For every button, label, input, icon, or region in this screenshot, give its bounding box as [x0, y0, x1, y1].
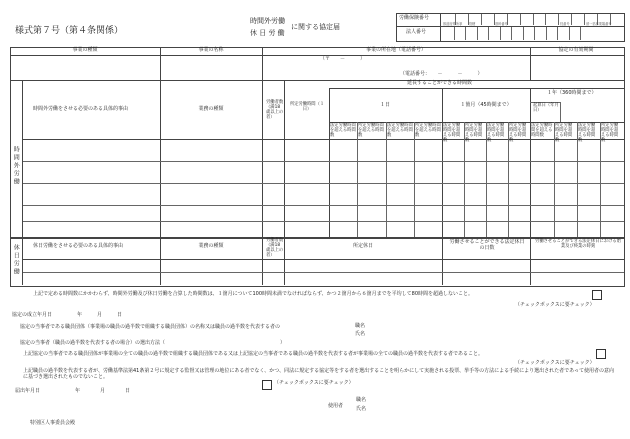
col-validity: 協定の有効期間	[558, 47, 594, 53]
corp-cell-divider	[488, 27, 489, 40]
statement-representative: 上記職員の過半数を代表する者が、労働基準法第41条第２号に規定する監督又は管理の地位にある者でなく、かつ、同法に規定する協定等をする者を選出することを明らかにして実施される投票、挙手等の方法による手続により選出された者であって使用者の意向に基づき選出されたものでないこと。	[23, 368, 615, 380]
col-holiday-possible: 労働させることができる法定休日の日数	[449, 239, 525, 251]
phone-field[interactable]: （電話番号： － － ）	[400, 71, 483, 77]
employer-role-label: 職名	[356, 397, 367, 403]
insurance-sub-label: 所掌	[456, 22, 463, 26]
sub-scheduled-hours: 所定労働時間を超える時間数	[358, 123, 384, 138]
form-number: 様式第７号（第４条関係）	[15, 26, 124, 36]
agreement-date[interactable]: 協定の成立年月日 年 月 日	[12, 312, 123, 318]
col-work-type: 業務の種類	[198, 106, 224, 112]
col-holiday-work-type: 業務の種類	[198, 243, 224, 249]
employer-label: 使用者	[328, 403, 344, 409]
sub-legal-hours: 法定労働時間を超える時間数	[531, 123, 553, 138]
col-start-date: 起算日（年月日）	[533, 103, 559, 113]
corp-label: 法人番号	[406, 29, 427, 35]
corp-cell-divider	[534, 27, 535, 40]
validity-input[interactable]	[531, 56, 623, 79]
col-holiday-reason: 休日労働をさせる必要のある具体的事由	[33, 243, 124, 249]
sub-legal-hours: 法定労働時間を超える時間数	[578, 123, 596, 143]
insurance-number-field[interactable]	[442, 14, 623, 25]
corp-cell-divider	[580, 27, 581, 40]
sub-scheduled-hours: 所定労働時間を超える時間数	[465, 123, 483, 143]
col-statutory-holiday: 所定休日	[352, 243, 374, 249]
authority-name: 特別区人事委員会殿	[30, 420, 76, 426]
insurance-sub-label: 都道府県	[443, 22, 456, 26]
col-business-name: 事業の名称	[198, 47, 224, 53]
statement-check-note: （チェックボックスに要チェック）	[515, 360, 595, 366]
col-worker-count: 労働者数（満18歳以上の者）	[266, 100, 284, 120]
corp-cell-divider	[500, 27, 501, 40]
insurance-cell-divider	[520, 14, 521, 25]
corp-cell-divider	[557, 27, 558, 40]
statement-representative-note: （チェックボックスに要チェック）	[274, 380, 354, 386]
statement-representative-checkbox[interactable]	[262, 380, 272, 390]
title-line-1: 時間外労働	[250, 17, 285, 25]
sub-legal-hours: 法定労働時間を超える時間数	[387, 123, 413, 138]
employer-name-label: 氏名	[356, 406, 367, 412]
party-union-text: 協定の当事者である職員団体（事業場の職員の過半数で組織する職員団体）の名称又は職員の過半数を代表する者の	[20, 324, 281, 330]
insurance-cell-divider	[533, 14, 534, 25]
corp-cell-divider	[569, 27, 570, 40]
insurance-cell-divider	[481, 14, 482, 25]
corp-cell-divider	[454, 27, 455, 40]
pledge-text: 上記で定める時間数にかかわらず、時間外労働及び休日労働を合算した時間数は、１箇月について100時間未満でなければならず、かつ２箇月から６箇月までを平均して80時間を超過しないこと。	[33, 291, 474, 297]
holiday-side-label: 休日労働	[12, 244, 20, 276]
corp-cell-divider	[465, 27, 466, 40]
overtime-side-label: 時間外労働	[12, 146, 20, 186]
sub-legal-hours: 法定労働時間を超える時間数	[330, 123, 356, 138]
submission-date[interactable]: 届出年月日 年 月 日	[15, 388, 131, 394]
insurance-sub-label: 被一括事業場番号	[586, 22, 612, 26]
insurance-sub-label: 管轄	[469, 22, 476, 26]
insurance-sub-label: 枝番号	[560, 22, 570, 26]
col-per-year: １年（360時間まで）	[547, 90, 597, 96]
corp-cell-divider	[511, 27, 512, 40]
col-per-month: １箇月（45時間まで）	[460, 102, 512, 108]
corp-cell-divider	[523, 27, 524, 40]
col-location: 事業の所在地（電話番号）	[365, 47, 427, 53]
insurance-sub-label: 基幹番号	[495, 22, 508, 26]
extend-header: 延長することができる時間数	[407, 80, 473, 86]
sub-scheduled-hours: 所定労働時間を超える時間数	[509, 123, 527, 143]
sub-legal-hours: 法定労働時間を超える時間数	[487, 123, 505, 143]
business-name-input[interactable]	[161, 56, 261, 79]
sub-scheduled-hours: 所定労働時間を超える時間数	[415, 123, 441, 138]
corp-cell-divider	[546, 27, 547, 40]
postal-field[interactable]: （〒 － ）	[320, 56, 366, 62]
insurance-cell-divider	[545, 14, 546, 25]
insurance-label: 労働保険番号	[399, 15, 430, 21]
title-suffix: に関する協定届	[291, 23, 340, 31]
title-line-2: 休 日 労 働	[250, 29, 285, 37]
sub-scheduled-hours: 所定労働時間を超える時間数	[601, 123, 619, 143]
statement-union: 上記協定の当事者である職員団体が事業場の全ての職員の過半数で組織する職員団体である又は上記協定の当事者である職員の過半数を代表する者が事業場の全ての職員の過半数を代表する者であること。	[23, 351, 484, 357]
col-per-day: １日	[379, 102, 391, 108]
party-selection-method[interactable]: 協定の当事者（職員の過半数を代表する者の場合）の選出方法（ ）	[20, 340, 286, 346]
business-type-input[interactable]	[11, 56, 159, 79]
col-statutory-hours: 所定労働時間（１日）	[289, 102, 325, 112]
corp-cell-divider	[477, 27, 478, 40]
pledge-checkbox[interactable]	[592, 290, 602, 300]
col-holiday-time: 労働させることができる法定休日における始業及び終業の時刻	[535, 239, 621, 249]
statement-union-checkbox[interactable]	[596, 349, 606, 359]
party-name-label: 氏名	[355, 331, 366, 337]
col-overtime-reason: 時間外労働をさせる必要のある具体的事由	[33, 106, 129, 112]
insurance-cell-divider	[571, 14, 572, 25]
corp-number-field[interactable]	[442, 27, 592, 40]
pledge-check-note: （チェックボックスに要チェック）	[515, 302, 595, 308]
party-role-label: 職名	[355, 323, 366, 329]
col-holiday-worker-count: 労働者数（満18歳以上の者）	[266, 238, 284, 258]
sub-legal-hours: 法定労働時間を超える時間数	[443, 123, 461, 143]
col-business-type: 事業の種類	[72, 47, 98, 53]
sub-scheduled-hours: 所定労働時間を超える時間数	[555, 123, 573, 143]
